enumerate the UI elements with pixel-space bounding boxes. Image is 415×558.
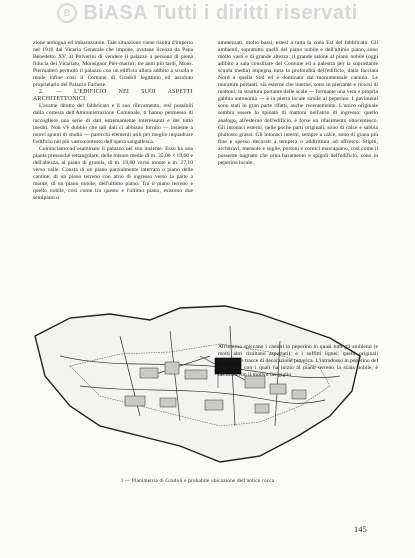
figure-caption: 1 — Planimetria di Gradoli e probabile ubicazione dell'antico rocca <box>120 478 275 484</box>
right-column <box>218 40 378 167</box>
watermark-text: BiASA Tutti i diritti riservati <box>83 1 358 24</box>
paragraph: zione ambigua ed imbarazzante. Tale situazione viene risolta d'imperio nel 1910 dal Vicario Generale che impone, avutane licenza da Papa Benedetto XV, al Polverini di vendere il palazzo a persona di piena fiducia del Vicariato, Monsignor Pier-martiri; tre anni più tardi, Mons. Piermatteri permutò il palazzo con un edificio allora adibito a scuola e rende infine così il Comune di Gradoli legittimo ed assoluto proprietario del Palazzo Farnese. <box>33 40 193 89</box>
paragraph: All'interno spiccano i camini in peperino in quasi tutti gli ambienti (e molti altri risultano asportati); e i soffitti lignei: quelli originali conservano tracce di decorazione pittorica. L'intradosso in peperino del due archi, con i quali ha inizio al piano terreno la scala nobile, è decorato con il motivo del giglio <box>218 343 378 378</box>
watermark-seal-icon: B <box>57 3 77 23</box>
paragraph: ammezzati, molto bassi, estesi a tutta la zona Est del fabbricato. Gli ambienti, sopratutto quelli del piano nobile e dell'ultimo piano, sono molto vasti e di grande altezza: il grande salone al piano nobile (oggi adibito a sala consiliare del Comune ed a palestra per la soprastante scuola media) impegna tutta la profondità dell'edificio, dalla facciata Nord a quella Sud ed è dominato dal monumentale camino. Le murature portanti, sia esterne che interne, sono in pietrame e ricorsi di mattoni; la struttura portante delle scale — formante una vera e propria gabbia autonoma — è in pietra locale simile al peperino. I pavimenti sono stati in gran parte rifatti, anche recentemente. L'unico originale sembra essere lo spinato di mattoni nell'atrio di ingresso; quello analogo, all'esterno dell'edificio, è forse un rifacimento ottocentesco. Gli intonaci esterni, nelle poche parti originali, sono di calce e sabbia piuttosto grassi. Gli intonaci interni, sempre a calce, sono di grana più fine e spesso decorati a tempera o addirittura ad affresco. Stipiti, architravi, mensole e soglie, portoni e cornici marcapiano, così come il possente bugnato che orna basamento e spigoli dell'edificio, sono in peperino locale. <box>218 40 378 166</box>
paragraph: L'esame diretto del fabbricato e il suo rilevamento, resi possibili dalla cortesia dell'Amministrazione Comunale, ti hanno permesso di raccogliere una serie di dati estremamente interessanti e del tutto inediti. Non v'è dubbio che tali dati ci abbiano fornito — insieme a nuovi spunti di studio — parecchi elementi utili per meglio inquadrare l'edificio nel più vasto contesto dell'opera sangallesca. <box>33 103 193 145</box>
left-column <box>33 40 193 202</box>
paragraph: Cominciamo ad esaminare il palazzo nel suo insieme. Esso ha una pianta pressoché rettangolare, delle misure medie di m. 35,00 × 19,60 e dell'altezza, al piano di gronda, di m. 19,60 verso monte e m. 27,10 verso valle. Consta di un piano parzialmente interrato o piano delle cantine; di un piano terreno con atrio di ingresso verso la parte a monte; di un piano nobile; dell'ultimo piano. Tra il piano terreno e quello nobile, così come tra questo e l'ultimo piano, esistono due semipiani o <box>33 145 193 202</box>
right-column-continued <box>218 338 378 384</box>
section-heading: 2. — L'EDIFICIO NEI SUOI ASPETTI ARCHITETTONICI. <box>33 89 193 103</box>
watermark <box>0 0 415 26</box>
page-number: 145 <box>354 525 368 534</box>
